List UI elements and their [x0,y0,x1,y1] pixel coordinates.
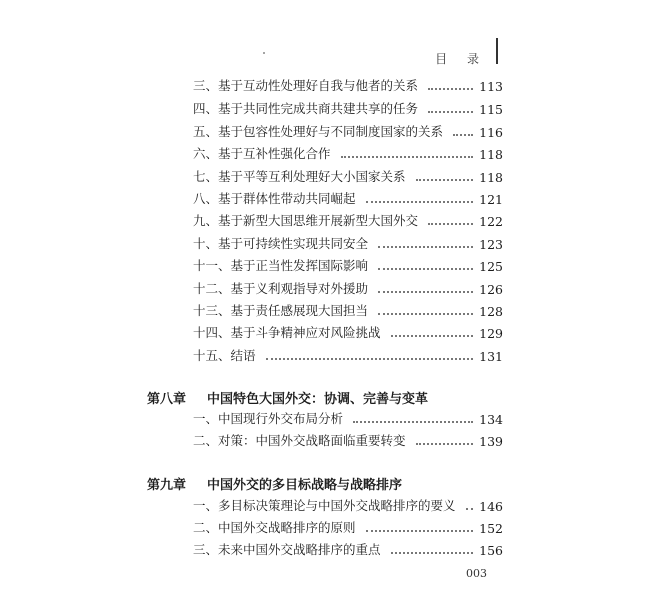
toc-entry-label: 十四、基于斗争精神应对风险挑战 [193,325,381,340]
toc-entry[interactable] [193,433,503,449]
toc-entry-page: 128 [479,304,503,319]
toc-entry-page: 118 [479,147,503,162]
toc-entry[interactable] [193,169,503,185]
toc-entry-label: 十五、结语 [193,348,256,363]
toc-entry-page: 125 [479,259,503,274]
toc-entry-page: 121 [479,192,503,207]
toc-entry[interactable] [193,411,503,427]
toc-entry-page: 139 [479,434,503,449]
toc-entry-page: 116 [479,125,503,140]
toc-entry-page: 131 [479,349,503,364]
toc-entry-label: 十二、基于义利观指导对外援助 [193,281,369,296]
dot-leader [416,443,474,445]
toc-entry-label: 一、多目标决策理论与中国外交战略排序的要义 [193,498,456,513]
chapter-number: 第九章 [147,478,187,493]
dot-leader [416,179,474,181]
toc-entry[interactable] [193,325,503,341]
toc-entry-label: 五、基于包容性处理好与不同制度国家的关系 [193,124,444,139]
toc-entry[interactable] [193,498,503,514]
page-number: 003 [466,567,487,580]
toc-entry-page: 146 [479,499,503,514]
dot-leader [378,268,473,270]
toc-entry-label: 十三、基于责任感展现大国担当 [193,303,369,318]
dot-leader [391,335,474,337]
dot-leader [366,530,474,532]
toc-entry-page: 129 [479,326,503,341]
toc-entry-page: 122 [479,214,503,229]
toc-entry[interactable] [193,303,503,319]
toc-entry-page: 156 [479,543,503,558]
toc-entry-page: 152 [479,521,503,536]
header-title: 目 录 [435,52,487,66]
dot-leader [378,313,473,315]
toc-entry[interactable] [193,101,503,117]
toc-entry[interactable] [193,520,503,536]
dot-leader [378,291,473,293]
toc-entry[interactable] [193,191,503,207]
toc-entry[interactable] [193,348,503,364]
toc-entry[interactable] [193,213,503,229]
toc-entry-page: 123 [479,237,503,252]
toc-entry-label: 十一、基于正当性发挥国际影响 [193,258,369,273]
dot-leader [466,508,474,510]
chapter-heading[interactable] [147,474,402,493]
toc-entry-label: 六、基于互补性强化合作 [193,146,331,161]
toc-entry-page: 134 [479,412,503,427]
toc-entry-label: 三、基于互动性处理好自我与他者的关系 [193,78,419,93]
chapter-number: 第八章 [147,392,187,407]
dot-leader [366,201,474,203]
chapter-title: 中国特色大国外交：协调、完善与变革 [207,392,429,407]
toc-entry[interactable] [193,236,503,252]
dot-leader [428,88,473,90]
toc-entry-page: 113 [479,79,503,94]
toc-entry-page: 126 [479,282,503,297]
toc-entry[interactable] [193,258,503,274]
toc-entry-page: 115 [479,102,503,117]
toc-entry[interactable] [193,78,503,94]
dot-leader [341,156,474,158]
toc-entry-label: 二、中国外交战略排序的原则 [193,520,356,535]
toc-entry-label: 四、基于共同性完成共商共建共享的任务 [193,101,419,116]
dot-leader [428,111,473,113]
dot-leader [391,552,474,554]
dot-leader [453,134,473,136]
toc-entry-label: 十、基于可持续性实现共同安全 [193,236,369,251]
toc-entry[interactable] [193,281,503,297]
toc-entry-label: 八、基于群体性带动共同崛起 [193,191,356,206]
dot-leader [378,246,473,248]
dot-leader [428,223,473,225]
toc-entry-label: 九、基于新型大国思维开展新型大国外交 [193,213,419,228]
dot-leader [266,358,474,360]
toc-entry-label: 七、基于平等互利处理好大小国家关系 [193,169,406,184]
toc-entry-label: 三、未来中国外交战略排序的重点 [193,542,381,557]
chapter-title: 中国外交的多目标战略与战略排序 [207,478,403,493]
toc-entry[interactable] [193,124,503,140]
toc-entry-label: 二、对策：中国外交战略面临重要转变 [193,433,406,448]
dot-leader [353,421,473,423]
toc-entry[interactable] [193,146,503,162]
toc-entry-page: 118 [479,170,503,185]
chapter-heading[interactable] [147,388,428,407]
toc-entry-label: 一、中国现行外交布局分析 [193,411,344,426]
toc-entry[interactable] [193,542,503,558]
